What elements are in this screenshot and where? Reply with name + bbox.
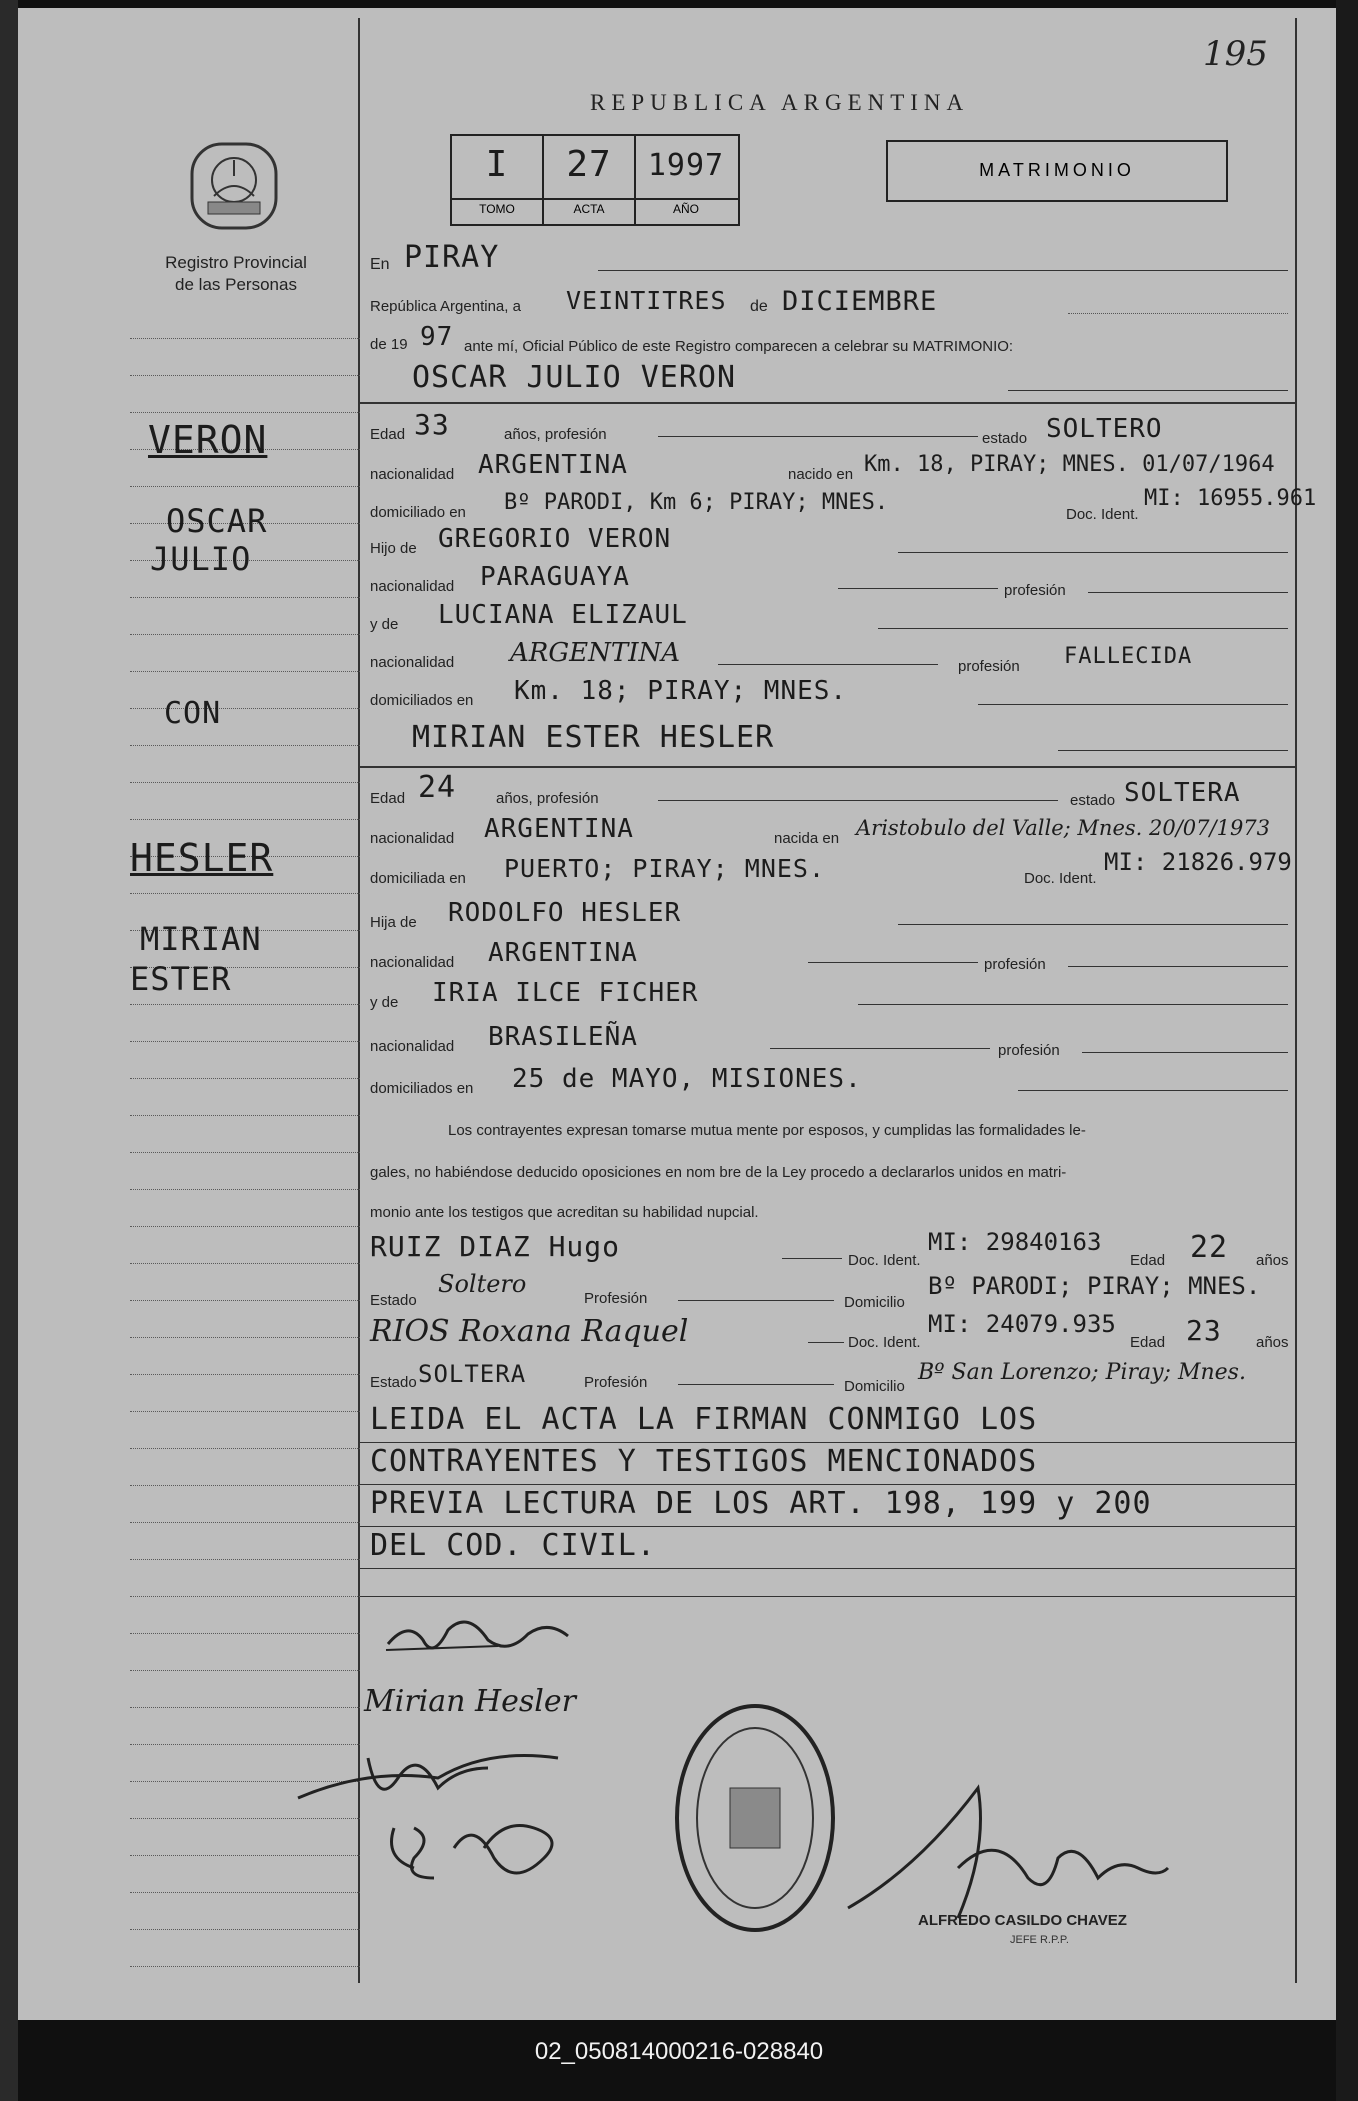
margin-ruled-line — [130, 1115, 360, 1116]
groom-mother-nac-label: nacionalidad — [370, 654, 455, 671]
witness2-prof-label: Profesión — [584, 1374, 648, 1391]
margin-groom-surname: VERON — [148, 418, 268, 462]
witness1-prof-label: Profesión — [584, 1290, 648, 1307]
bride-father: RODOLFO HESLER — [448, 898, 682, 928]
bride-parents-dom: 25 de MAYO, MISIONES. — [512, 1064, 862, 1094]
bride-estado: SOLTERA — [1124, 778, 1241, 808]
margin-ruled-line — [130, 671, 360, 672]
de-label: de — [750, 298, 768, 315]
margin-ruled-line — [130, 338, 360, 339]
margin-ruled-line — [130, 1189, 360, 1190]
place-value: PIRAY — [404, 240, 500, 275]
margin-ruled-line — [130, 1929, 360, 1930]
groom-nacionalidad: ARGENTINA — [478, 450, 628, 480]
groom-domicilio: Bº PARODI, Km 6; PIRAY; MNES. — [504, 490, 889, 515]
margin-groom-given1: OSCAR — [166, 502, 268, 540]
groom-parents-dom: Km. 18; PIRAY; MNES. — [514, 676, 848, 706]
bride-signature: Mirian Hesler — [364, 1684, 576, 1719]
groom-signature-icon — [378, 1600, 578, 1670]
margin-ruled-line — [130, 1263, 360, 1264]
witness2-doc: MI: 24079.935 — [928, 1310, 1116, 1338]
groom-nac-label: nacionalidad — [370, 466, 455, 483]
margin-ruled-line — [130, 893, 360, 894]
margin-bride-given2: ESTER — [130, 960, 232, 998]
bride-hija-label: Hija de — [370, 914, 417, 931]
appear-text: ante mí, Oficial Público de este Registro comparecen a celebrar su MATRIMONIO: — [464, 338, 1014, 355]
margin-ruled-line — [130, 375, 360, 376]
bride-nacida: Aristobulo del Valle; Mnes. 20/07/1973 — [856, 816, 1271, 840]
witness1-name: RUIZ DIAZ Hugo — [370, 1230, 621, 1263]
bride-nacionalidad: ARGENTINA — [484, 814, 634, 844]
margin-ruled-line — [130, 1670, 360, 1671]
bride-prof-label: años, profesión — [496, 790, 599, 807]
bride-nac-label: nacionalidad — [370, 830, 455, 847]
margin-ruled-line — [130, 1448, 360, 1449]
scan-id: 02_050814000216-028840 — [534, 2038, 824, 2065]
margin-bride-surname: HESLER — [130, 836, 274, 880]
witness1-doc: MI: 29840163 — [928, 1228, 1102, 1256]
witness2-anos-label: años — [1256, 1334, 1289, 1351]
margin-ruled-line — [130, 1855, 360, 1856]
year-suffix: 97 — [420, 322, 454, 352]
margin-ruled-line — [130, 1226, 360, 1227]
witness2-edad: 23 — [1186, 1314, 1222, 1347]
witness1-estado: Soltero — [438, 1270, 527, 1298]
margin-bride-given1: MIRIAN — [140, 920, 262, 958]
margin-ruled-line — [130, 1485, 360, 1486]
margin-ruled-line — [130, 1522, 360, 1523]
bride-mother-nac: BRASILEÑA — [488, 1022, 638, 1052]
margin-ruled-line — [130, 1892, 360, 1893]
margin-groom-given2: JULIO — [150, 540, 252, 578]
groom-edad-label: Edad — [370, 426, 406, 443]
groom-estado-label: estado — [982, 430, 1028, 447]
margin-ruled-line — [130, 1707, 360, 1708]
margin-ruled-line — [130, 1078, 360, 1079]
groom-father: GREGORIO VERON — [438, 524, 672, 554]
bride-mother-prof-label: profesión — [998, 1042, 1060, 1059]
groom-doc-label: Doc. Ident. — [1066, 506, 1139, 523]
margin-ruled-line — [130, 1041, 360, 1042]
groom-mother-prof: FALLECIDA — [1064, 644, 1193, 669]
witness1-edad-label: Edad — [1130, 1252, 1166, 1269]
acta-box — [450, 134, 740, 226]
registry-stamp-icon — [670, 1698, 840, 1938]
bride-nacida-label: nacida en — [774, 830, 840, 847]
bride-full-name: MIRIAN ESTER HESLER — [412, 720, 775, 755]
declaration-line-2: gales, no habiéndose deducido oposiciones en nom bre de la Ley procedo a declararlos unidos en matri- — [370, 1164, 1067, 1181]
groom-edad: 33 — [414, 408, 450, 441]
groom-doms-label: domiciliados en — [370, 692, 474, 709]
acta-value: 27 — [566, 144, 612, 185]
groom-father-nac: PARAGUAYA — [480, 562, 630, 592]
province-seal-icon — [184, 136, 284, 236]
margin-ruled-line — [130, 1337, 360, 1338]
bride-doms-label: domiciliados en — [370, 1080, 474, 1097]
groom-nacido: Km. 18, PIRAY; MNES. 01/07/1964 — [864, 452, 1275, 477]
bride-doc-label: Doc. Ident. — [1024, 870, 1097, 887]
margin-ruled-line — [130, 819, 360, 820]
closing-line-4: DEL COD. CIVIL. — [370, 1528, 656, 1563]
margin-ruled-line — [130, 1596, 360, 1597]
bride-mother-nac-label: nacionalidad — [370, 1038, 455, 1055]
margin-ruled-line — [130, 1152, 360, 1153]
margin-ruled-line — [130, 486, 360, 487]
closing-line-1: LEIDA EL ACTA LA FIRMAN CONMIGO LOS — [370, 1402, 1038, 1437]
month-value: DICIEMBRE — [782, 286, 938, 317]
groom-estado: SOLTERO — [1046, 414, 1163, 444]
bride-estado-label: estado — [1070, 792, 1116, 809]
day-value: VEINTITRES — [566, 286, 727, 315]
margin-con: CON — [164, 696, 222, 731]
witness1-dom-label: Domicilio — [844, 1294, 905, 1311]
official-signature-icon — [838, 1768, 1178, 1928]
official-title: JEFE R.P.P. — [1010, 1934, 1069, 1946]
groom-mother-nac: ARGENTINA — [510, 638, 680, 668]
register-page — [18, 8, 1336, 2020]
margin-ruled-line — [130, 1818, 360, 1819]
bride-mother: IRIA ILCE FICHER — [432, 978, 699, 1008]
year-prefix: de 19 — [370, 336, 408, 353]
ano-label: AÑO — [672, 202, 699, 216]
republica-label: República Argentina, a — [370, 298, 521, 315]
registry-name: Registro Provincial de las Personas — [165, 253, 307, 294]
witness2-domicilio: Bº San Lorenzo; Piray; Mnes. — [918, 1360, 1246, 1385]
bride-father-prof-label: profesión — [984, 956, 1046, 973]
witness1-anos-label: años — [1256, 1252, 1289, 1269]
country-heading: REPUBLICA ARGENTINA — [590, 90, 970, 115]
bride-father-nac: ARGENTINA — [488, 938, 638, 968]
margin-ruled-line — [130, 1559, 360, 1560]
bride-yde-label: y de — [370, 994, 399, 1011]
bride-edad-label: Edad — [370, 790, 406, 807]
bride-doc: MI: 21826.979 — [1104, 848, 1292, 876]
closing-line-2: CONTRAYENTES Y TESTIGOS MENCIONADOS — [370, 1444, 1038, 1479]
groom-mother: LUCIANA ELIZAUL — [438, 600, 688, 630]
witness-signature-2-icon — [374, 1798, 574, 1898]
acta-label: ACTA — [573, 202, 605, 216]
witness1-estado-label: Estado — [370, 1292, 417, 1309]
groom-doc: MI: 16955.961 — [1144, 486, 1317, 511]
witness1-doc-label: Doc. Ident. — [848, 1252, 921, 1269]
groom-nacido-label: nacido en — [788, 466, 854, 483]
doc-type-box — [886, 140, 1228, 202]
page-number: 195 — [1203, 34, 1268, 74]
witness2-estado-label: Estado — [370, 1374, 417, 1391]
groom-full-name: OSCAR JULIO VERON — [412, 360, 737, 395]
witness2-edad-label: Edad — [1130, 1334, 1166, 1351]
groom-father-prof-label: profesión — [1004, 582, 1066, 599]
groom-mother-prof-label: profesión — [958, 658, 1020, 675]
groom-dom-label: domiciliado en — [370, 504, 466, 521]
bride-edad: 24 — [418, 770, 457, 805]
witness2-name: RIOS Roxana Raquel — [370, 1314, 689, 1349]
declaration-line-1: Los contrayentes expresan tomarse mutua mente por esposos, y cumplidas las formalidades le- — [448, 1122, 1086, 1139]
witness2-dom-label: Domicilio — [844, 1378, 905, 1395]
margin-ruled-line — [130, 782, 360, 783]
groom-father-nac-label: nacionalidad — [370, 578, 455, 595]
margin-ruled-line — [130, 597, 360, 598]
margin-ruled-line — [130, 1633, 360, 1634]
margin-ruled-line — [130, 634, 360, 635]
tomo-label: TOMO — [479, 202, 515, 216]
witness2-estado: SOLTERA — [418, 1360, 527, 1388]
margin-ruled-line — [130, 745, 360, 746]
bride-dom-label: domiciliada en — [370, 870, 466, 887]
groom-prof-label: años, profesión — [504, 426, 607, 443]
official-name: ALFREDO CASILDO CHAVEZ — [918, 1912, 1127, 1929]
book-binding-right — [1336, 0, 1358, 2101]
doc-type: MATRIMONIO — [979, 160, 1135, 180]
book-binding-left — [0, 0, 18, 2101]
ano-value: 1997 — [647, 148, 725, 183]
margin-ruled-line — [130, 412, 360, 413]
witness2-doc-label: Doc. Ident. — [848, 1334, 921, 1351]
witness1-domicilio: Bº PARODI; PIRAY; MNES. — [928, 1272, 1261, 1300]
closing-line-3: PREVIA LECTURA DE LOS ART. 198, 199 y 200 — [370, 1486, 1152, 1521]
margin-ruled-line — [130, 1004, 360, 1005]
bride-father-nac-label: nacionalidad — [370, 954, 455, 971]
margin-ruled-line — [130, 1411, 360, 1412]
bride-domicilio: PUERTO; PIRAY; MNES. — [504, 854, 826, 883]
tomo-value: I — [485, 144, 509, 185]
right-column-rule — [1295, 18, 1297, 1983]
margin-ruled-line — [130, 1300, 360, 1301]
en-label: En — [370, 256, 390, 273]
witness1-edad: 22 — [1190, 1230, 1229, 1265]
margin-ruled-line — [130, 1966, 360, 1967]
declaration-line-3: monio ante los testigos que acreditan su habilidad nupcial. — [370, 1204, 759, 1221]
left-column-rule — [358, 18, 360, 1983]
groom-yde-label: y de — [370, 616, 399, 633]
margin-ruled-line — [130, 1374, 360, 1375]
groom-hijo-label: Hijo de — [370, 540, 417, 557]
